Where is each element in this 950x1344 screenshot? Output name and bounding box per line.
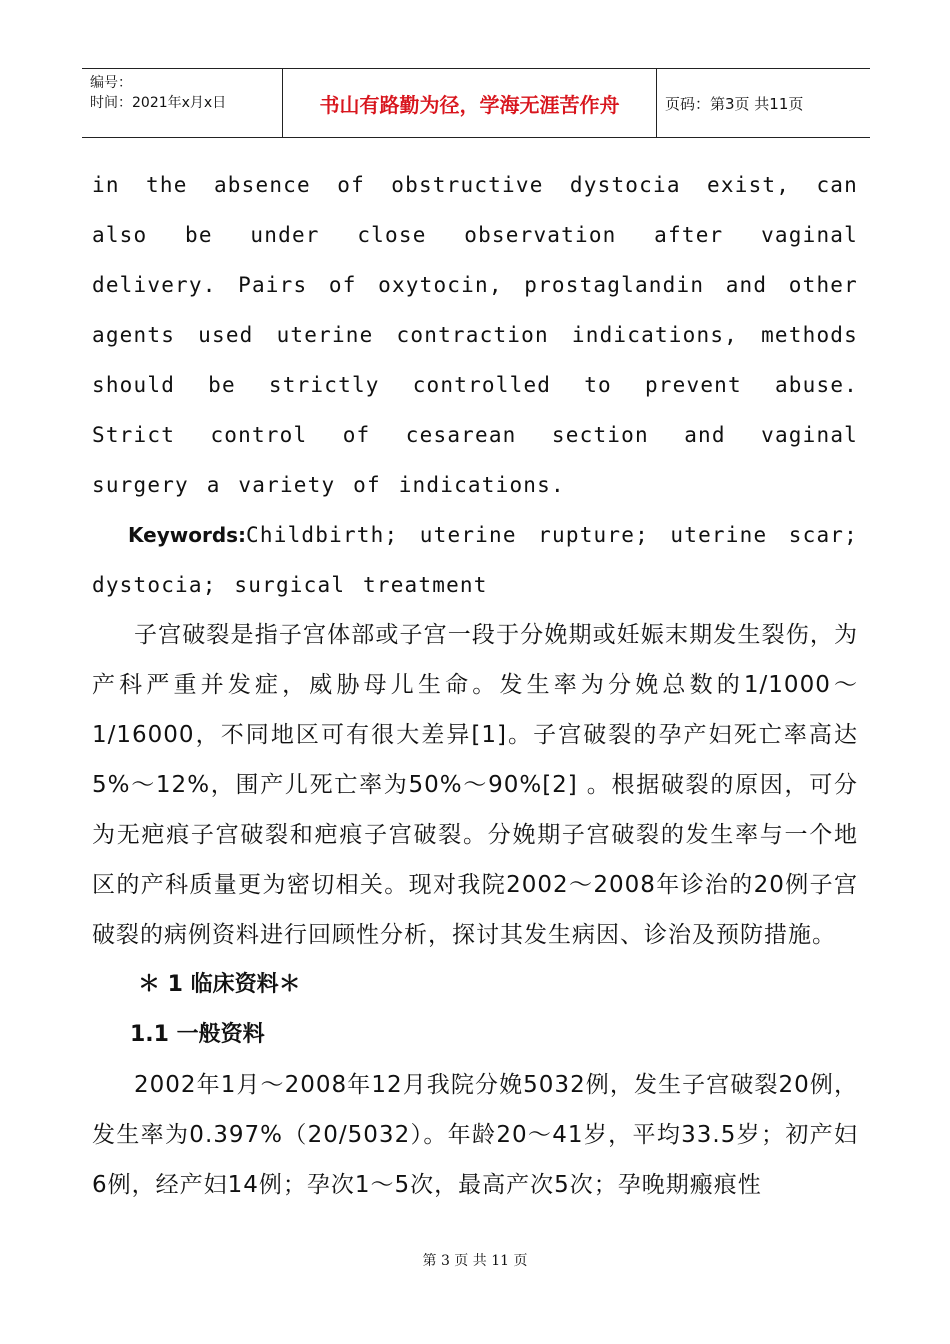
page-footer: 第 3 页 共 11 页: [422, 1253, 528, 1269]
header-page-info: 页码：第3页 共11页: [665, 94, 804, 113]
section-heading-general-data: 1.1 一般资料: [130, 1022, 265, 1047]
page-header: [82, 68, 870, 138]
general-data-paragraph: 2002年1月～2008年12月我院分娩5032例，发生子宫破裂20例，发生率为0.397%（20/5032）。年龄20～41岁，平均33.5岁；初产妇6例，经产妇14例；孕次1～5次，最高产次5次；孕晚期瘢痕性: [92, 1072, 858, 1198]
header-meta: [82, 69, 282, 137]
document-body: [92, 160, 858, 1210]
keywords-text: Childbirth; uterine rupture; uterine scar; dystocia; surgical treatment: [92, 523, 858, 597]
keywords-line: [92, 510, 858, 610]
section-heading-clinical-data: ＊ 1 临床资料＊: [138, 972, 301, 997]
abstract-paragraph: in the absence of obstructive dystocia exist, can also be under close observation after vaginal delivery. Pairs of oxytocin, prostaglandin and other agents used uterine contraction indications, methods should be strictly controlled to prevent abuse. Strict control of cesarean section and vaginal surgery a variety of indications.: [92, 173, 858, 497]
document-number-label: 编号：: [90, 75, 132, 91]
intro-paragraph: 子宫破裂是指子宫体部或子宫一段于分娩期或妊娠末期发生裂伤，为产科严重并发症，威胁母儿生命。发生率为分娩总数的1/1000～1/16000，不同地区可有很大差异[1]。子宫破裂的孕产妇死亡率高达5%～12%，围产儿死亡率为50%～90%[2] 。根据破裂的原因，可分为无疤痕子宫破裂和疤痕子宫破裂。分娩期子宫破裂的发生率与一个地区的产科质量更为密切相关。现对我院2002～2008年诊治的20例子宫破裂的病例资料进行回顾性分析，探讨其发生病因、诊治及预防措施。: [92, 622, 858, 948]
keywords-label: Keywords:: [128, 523, 247, 547]
document-date-label: 时间：2021年x月x日: [90, 95, 227, 111]
header-motto: 书山有路勤为径，学海无涯苦作舟: [282, 69, 657, 137]
